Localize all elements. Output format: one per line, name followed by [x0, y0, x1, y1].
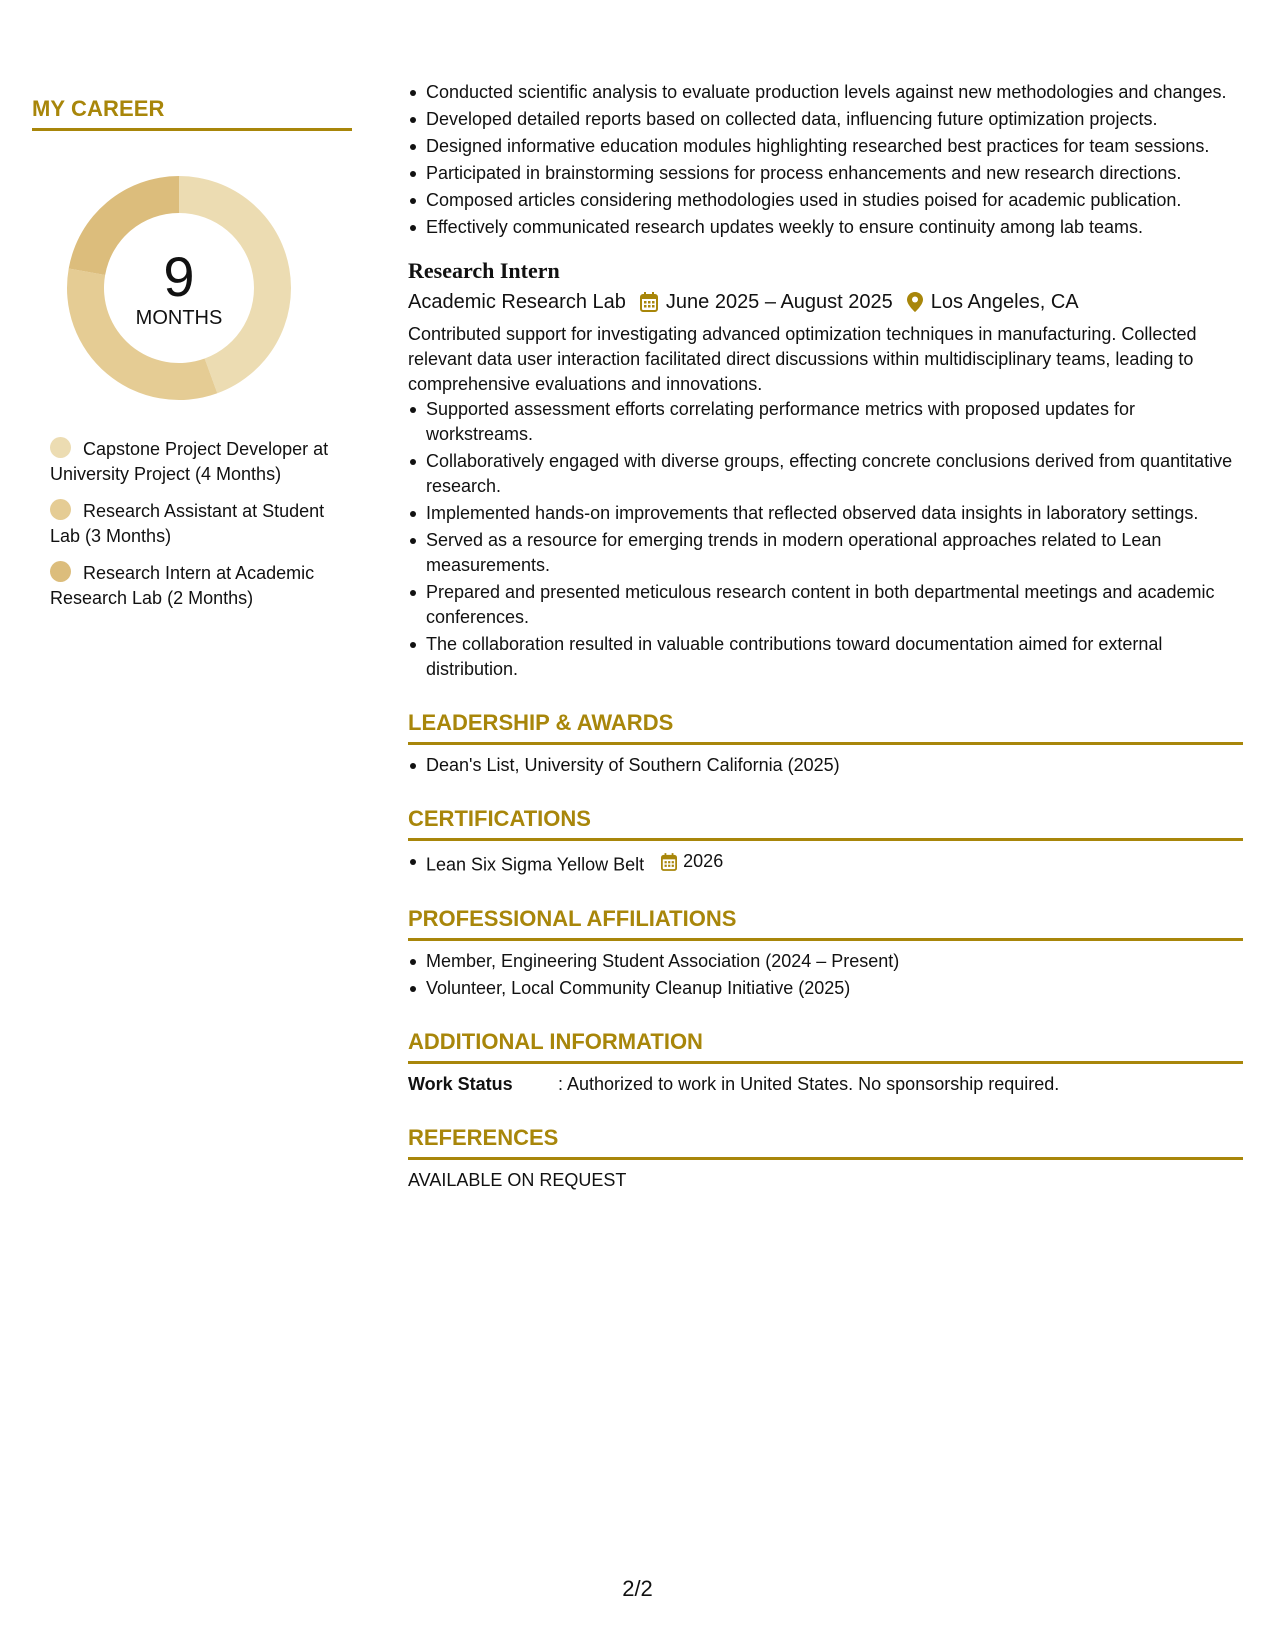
legend-label: Capstone Project Developer at University Project (4 Months)	[50, 439, 329, 484]
job-bullet-list	[408, 397, 1243, 682]
leadership-list	[408, 753, 1243, 778]
calendar-icon	[640, 292, 658, 312]
affiliations-section-title: PROFESSIONAL AFFILIATIONS	[408, 906, 1243, 941]
work-status-label: Work Status	[408, 1073, 513, 1094]
career-total-unit: MONTHS	[135, 307, 223, 329]
references-section-title: REFERENCES	[408, 1125, 1243, 1160]
list-item: Collaboratively engaged with diverse groups, effecting concrete conclusions derived from quantitative research.	[426, 449, 1243, 499]
certification-date: 2026	[683, 851, 724, 871]
legend-dot	[50, 561, 71, 582]
job-location: Los Angeles, CA	[930, 291, 1079, 313]
legend-label: Research Intern at Academic Research Lab (2 Months)	[50, 563, 315, 608]
list-item: Dean's List, University of Southern California (2025)	[426, 753, 1243, 778]
certifications-list	[408, 849, 1243, 878]
career-sidebar	[32, 96, 352, 623]
job-dates: June 2025 – August 2025	[665, 291, 893, 313]
list-item: Volunteer, Local Community Cleanup Initiative (2025)	[426, 976, 1243, 1001]
career-total-value: 9	[163, 245, 195, 308]
career-donut-chart	[64, 173, 294, 403]
legend-dot	[50, 499, 71, 520]
job-company: Academic Research Lab	[408, 291, 626, 313]
list-item: Composed articles considering methodologies used in studies poised for academic publication.	[426, 188, 1243, 213]
job-meta	[408, 288, 1243, 316]
legend-label: Research Assistant at Student Lab (3 Months)	[50, 501, 325, 546]
certification-name: Lean Six Sigma Yellow Belt	[426, 854, 645, 875]
calendar-icon	[661, 853, 677, 871]
job-description: Contributed support for investigating advanced optimization techniques in manufacturing. Collected relevant data user interaction facilitated direct discussions within multidisciplinary teams, leading to comprehensive evaluations and innovations.	[408, 324, 1197, 394]
list-item: Implemented hands-on improvements that reflected observed data insights in laboratory settings.	[426, 501, 1243, 526]
location-pin-icon	[907, 292, 923, 312]
legend-dot	[50, 437, 71, 458]
main-column	[408, 80, 1243, 1193]
list-item	[426, 849, 1243, 878]
affiliations-list	[408, 949, 1243, 1001]
list-item: Served as a resource for emerging trends in modern operational approaches related to Lean measurements.	[426, 528, 1243, 578]
career-legend	[50, 437, 340, 611]
list-item: Conducted scientific analysis to evaluate production levels against new methodologies and changes.	[426, 80, 1243, 105]
list-item: Participated in brainstorming sessions for process enhancements and new research directions.	[426, 161, 1243, 186]
job-title: Research Intern	[408, 258, 560, 283]
legend-item	[50, 437, 340, 487]
career-section-title: MY CAREER	[32, 96, 352, 131]
continued-bullet-list	[408, 80, 1243, 240]
work-status-value: : Authorized to work in United States. No sponsorship required.	[558, 1073, 1060, 1094]
legend-item	[50, 561, 340, 611]
list-item: Effectively communicated research updates weekly to ensure continuity among lab teams.	[426, 215, 1243, 240]
additional-info-section-title: ADDITIONAL INFORMATION	[408, 1029, 1243, 1064]
leadership-section-title: LEADERSHIP & AWARDS	[408, 710, 1243, 745]
certifications-section-title: CERTIFICATIONS	[408, 806, 1243, 841]
list-item: Prepared and presented meticulous research content in both departmental meetings and academic conferences.	[426, 580, 1243, 630]
page-number: 2/2	[622, 1576, 653, 1601]
list-item: The collaboration resulted in valuable contributions toward documentation aimed for external distribution.	[426, 632, 1243, 682]
list-item: Member, Engineering Student Association (2024 – Present)	[426, 949, 1243, 974]
references-text: AVAILABLE ON REQUEST	[408, 1169, 627, 1190]
work-status-row	[408, 1072, 1243, 1097]
legend-item	[50, 499, 340, 549]
list-item: Supported assessment efforts correlating performance metrics with proposed updates for workstreams.	[426, 397, 1243, 447]
list-item: Developed detailed reports based on collected data, influencing future optimization projects.	[426, 107, 1243, 132]
list-item: Designed informative education modules highlighting researched best practices for team sessions.	[426, 134, 1243, 159]
